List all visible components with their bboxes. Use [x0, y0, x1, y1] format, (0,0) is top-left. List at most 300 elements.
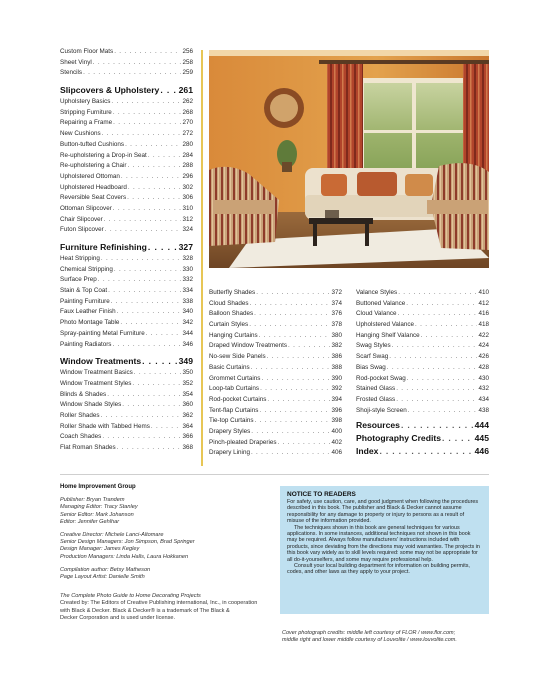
- leader-dots: [113, 118, 181, 129]
- toc-heading-label: Slipcovers & Upholstery: [60, 85, 160, 96]
- toc-entry: [60, 340, 193, 351]
- toc-entry-label: Stained Glass: [356, 385, 396, 393]
- leader-dots: [111, 97, 181, 108]
- toc-back-matter-entry: [356, 445, 489, 458]
- toc-entry-label: Stripping Furniture: [60, 108, 112, 116]
- toc-entry-page: 342: [182, 319, 193, 327]
- toc-column-2: [209, 288, 342, 459]
- toc-entry-label: Loop-tab Curtains: [209, 385, 260, 393]
- toc-entry-label: Futon Slipcover: [60, 226, 104, 234]
- toc-entry-label: Scarf Swag: [356, 353, 389, 361]
- toc-entry-page: 446: [474, 446, 489, 457]
- toc-entry: [60, 172, 193, 183]
- toc-entry-page: 398: [331, 417, 342, 425]
- leader-dots: [113, 204, 182, 215]
- toc-entry-page: 445: [474, 433, 489, 444]
- toc-entry-label: Upholstered Headboard: [60, 183, 127, 191]
- toc-entry-label: Index: [356, 446, 379, 457]
- toc-entry: [60, 318, 193, 329]
- leader-dots: [249, 320, 330, 331]
- leader-dots: [128, 183, 182, 194]
- leader-dots: [401, 419, 474, 432]
- toc-entry-label: Pinch-pleated Draperies: [209, 438, 277, 446]
- leader-dots: [278, 438, 331, 449]
- toc-entry-page: 310: [182, 204, 193, 212]
- toc-entry-label: Photo Montage Table: [60, 319, 120, 327]
- toc-sections: [60, 84, 193, 454]
- toc-entry-page: 400: [331, 427, 342, 435]
- toc-entry-page: 350: [182, 369, 193, 377]
- toc-heading-page: 261: [178, 85, 193, 96]
- toc-entry-label: New Cushions: [60, 130, 101, 138]
- toc-entry: [356, 352, 489, 363]
- living-room-photo: [209, 50, 489, 268]
- toc-entry-label: Roller Shade with Tabbed Hems: [60, 422, 150, 430]
- credit-line: Senior Design Managers: Jon Simpson, Brad Springer: [60, 539, 195, 546]
- notice-title: NOTICE TO READERS: [287, 491, 356, 498]
- cover-credits-line-1: Cover photograph credits: middle left courtesy of FLOR / www.flor.com;: [282, 630, 456, 636]
- toc-entry-page: 430: [478, 374, 489, 382]
- toc-entry-page: 328: [182, 255, 193, 262]
- toc-entry: [356, 309, 489, 320]
- toc-back-matter: [356, 419, 489, 458]
- toc-entry: [209, 427, 342, 438]
- toc-entry: [209, 320, 342, 331]
- notice-to-readers: [280, 486, 489, 614]
- toc-entry-label: Reversible Seat Covers: [60, 194, 127, 202]
- toc-entry-label: Window Shade Styles: [60, 401, 122, 409]
- toc-entry-page: 392: [331, 385, 342, 393]
- toc-heading-label: Window Treatments: [60, 356, 142, 367]
- toc-entry: [60, 68, 193, 79]
- toc-entry-label: No-sew Side Panels: [209, 353, 266, 361]
- toc-entry-page: 330: [182, 265, 193, 273]
- toc-entry-page: 438: [478, 406, 489, 414]
- toc-entry: [60, 215, 193, 226]
- toc-entry-label: Grommet Curtains: [209, 374, 261, 382]
- credit-line: Design Manager: James Kegley: [60, 546, 140, 553]
- toc-entry: [356, 331, 489, 342]
- toc-entry: [356, 363, 489, 374]
- toc-entry-page: 259: [182, 69, 193, 77]
- leader-dots: [101, 411, 182, 422]
- toc-entry-label: Tie-top Curtains: [209, 417, 254, 425]
- credit-line: with Black & Decker. Black & Decker® is a trademark of The Black &: [60, 607, 230, 614]
- toc-entry-page: 394: [331, 395, 342, 403]
- leader-dots: [255, 416, 331, 427]
- notice-paragraph-3: Consult your local building department for information on building permits, codes, and other laws as they apply to your project.: [287, 563, 470, 576]
- leader-dots: [267, 395, 330, 406]
- toc-entry: [209, 309, 342, 320]
- toc-entry-page: 434: [478, 395, 489, 403]
- toc-entry: [356, 299, 489, 310]
- toc-entry-page: 338: [182, 297, 193, 305]
- toc-entry: [209, 406, 342, 417]
- toc-entry-page: 332: [182, 276, 193, 284]
- toc-entry: [60, 422, 193, 433]
- credit-line: Editor: Jennifer Gehlhar: [60, 518, 120, 525]
- toc-section-heading: [60, 241, 193, 253]
- toc-entry: [60, 151, 193, 162]
- leader-dots: [396, 395, 477, 406]
- toc-entry-page: 418: [478, 321, 489, 329]
- leader-dots: [406, 299, 477, 310]
- leader-dots: [256, 288, 330, 299]
- leader-dots: [112, 340, 181, 351]
- toc-entry: [356, 395, 489, 406]
- toc-entry-page: 376: [331, 310, 342, 318]
- toc-entry: [60, 307, 193, 318]
- leader-dots: [251, 427, 330, 438]
- leader-dots: [148, 241, 178, 253]
- leader-dots: [104, 215, 182, 226]
- leader-dots: [114, 265, 182, 276]
- leader-dots: [407, 374, 478, 385]
- toc-entry-label: Butterfly Shades: [209, 289, 256, 296]
- leader-dots: [259, 331, 331, 342]
- toc-entry-label: Custom Floor Mats: [60, 48, 114, 55]
- toc-entry: [60, 140, 193, 151]
- toc-entry: [60, 97, 193, 108]
- toc-entry-page: 412: [478, 299, 489, 307]
- leader-dots: [132, 379, 181, 390]
- leader-dots: [121, 172, 182, 183]
- toc-entry-page: 272: [182, 130, 193, 138]
- leader-dots: [146, 329, 182, 340]
- toc-entry-page: 334: [182, 287, 193, 295]
- toc-entry-label: Upholstered Valance: [356, 321, 414, 329]
- toc-entry-page: 432: [478, 385, 489, 393]
- leader-dots: [254, 309, 330, 320]
- leader-dots: [134, 368, 182, 379]
- credit-line: Managing Editor: Tracy Stanley: [60, 504, 138, 511]
- toc-entry-label: Resources: [356, 420, 400, 431]
- leader-dots: [250, 299, 331, 310]
- toc-entry-page: 428: [478, 363, 489, 371]
- toc-entry: [60, 443, 193, 454]
- toc-entry-label: Stencils: [60, 69, 83, 77]
- toc-entry-label: Stain & Top Coat: [60, 287, 108, 295]
- divider-rule: [60, 474, 489, 475]
- toc-entry: [209, 438, 342, 449]
- toc-entry-page: 364: [182, 422, 193, 430]
- leader-dots: [408, 406, 478, 417]
- toc-entry: [60, 286, 193, 297]
- toc-entry-page: 268: [182, 108, 193, 116]
- leader-dots: [102, 129, 182, 140]
- credit-line: Decker Corporation and is used under license.: [60, 614, 176, 621]
- toc-entry: [209, 395, 342, 406]
- leader-dots: [387, 363, 478, 374]
- toc-entry-page: 366: [182, 433, 193, 441]
- toc-entry-page: 380: [331, 331, 342, 339]
- leader-dots: [442, 432, 474, 445]
- leader-dots: [260, 384, 330, 395]
- leader-dots: [114, 47, 181, 58]
- leader-dots: [398, 309, 478, 320]
- toc-entry-label: Roller Shades: [60, 411, 100, 419]
- toc-entry: [60, 161, 193, 172]
- toc-entry-label: Frosted Glass: [356, 395, 396, 403]
- toc-entry: [60, 379, 193, 390]
- toc-entry-page: 386: [331, 353, 342, 361]
- leader-dots: [120, 318, 181, 329]
- leader-dots: [142, 355, 178, 367]
- toc-entry-page: 362: [182, 411, 193, 419]
- credits-editorial: [60, 497, 270, 526]
- toc-entry-label: Valance Styles: [356, 289, 398, 296]
- toc-entry: [60, 297, 193, 308]
- toc-entry-page: 262: [182, 98, 193, 106]
- toc-entry-label: Coach Shades: [60, 433, 102, 441]
- toc-entry-page: 416: [478, 310, 489, 318]
- leader-dots: [160, 84, 177, 96]
- toc-entry-page: 374: [331, 299, 342, 307]
- toc-entry-page: 284: [182, 151, 193, 159]
- book-title: The Complete Photo Guide to Home Decorating Projects: [60, 593, 201, 600]
- toc-entry: [60, 368, 193, 379]
- toc-entry: [356, 406, 489, 417]
- toc-entry-label: Shoji-style Screen: [356, 406, 407, 414]
- credit-line: Created by: The Editors of Creative Publishing international, Inc., in cooperation: [60, 600, 258, 607]
- toc-entry-page: 340: [182, 308, 193, 316]
- toc-entry-page: 402: [331, 438, 342, 446]
- toc-entry-page: 270: [182, 119, 193, 127]
- toc-entry-page: 302: [182, 183, 193, 191]
- toc-entry-label: Re-upholstering a Drop-in Seat: [60, 151, 147, 159]
- toc-entry-label: Buttoned Valance: [356, 299, 406, 307]
- column-divider: [201, 50, 203, 466]
- toc-entry-page: 344: [182, 329, 193, 337]
- toc-entry-page: 372: [331, 289, 342, 296]
- toc-entry-page: 258: [182, 58, 193, 66]
- toc-entry-page: 256: [182, 48, 193, 55]
- toc-entry-page: 288: [182, 162, 193, 170]
- toc-entry: [60, 129, 193, 140]
- credits-title: Home Improvement Group: [60, 484, 136, 490]
- leader-dots: [108, 286, 181, 297]
- credit-line: Production Managers: Linda Halls, Laura Hokkanen: [60, 553, 189, 560]
- leader-dots: [101, 254, 182, 265]
- toc-entry-page: 280: [182, 140, 193, 148]
- toc-entry-label: Cloud Valance: [356, 310, 397, 318]
- toc-entry-label: Painting Furniture: [60, 297, 110, 305]
- toc-entry-page: 444: [474, 420, 489, 431]
- toc-entry-page: 368: [182, 444, 193, 451]
- toc-entry-label: Basic Curtains: [209, 363, 250, 371]
- leader-dots: [113, 108, 182, 119]
- leader-dots: [125, 140, 181, 151]
- toc-entry: [60, 411, 193, 422]
- toc-entry-label: Flat Roman Shades: [60, 444, 116, 451]
- toc-entry-label: Blinds & Shades: [60, 390, 107, 398]
- toc-entry: [209, 448, 342, 459]
- toc-entry-label: Balloon Shades: [209, 310, 254, 318]
- credit-line: Publisher: Bryan Trandem: [60, 497, 125, 504]
- leader-dots: [83, 68, 181, 79]
- toc-entry-label: Window Treatment Basics: [60, 369, 133, 377]
- toc-entry: [60, 329, 193, 340]
- toc-entry-page: 390: [331, 374, 342, 382]
- leader-dots: [151, 422, 182, 433]
- toc-entry-page: 424: [478, 342, 489, 350]
- toc-entry-label: Spray-painting Metal Furniture: [60, 329, 145, 337]
- toc-entry-page: 312: [182, 215, 193, 223]
- toc-entry-label: Sheet Vinyl: [60, 58, 92, 66]
- toc-list-2: [209, 288, 342, 459]
- toc-entry-label: Bias Swag: [356, 363, 386, 371]
- toc-entry-label: Photography Credits: [356, 433, 441, 444]
- toc-entry-page: 306: [182, 194, 193, 202]
- toc-entry: [209, 384, 342, 395]
- leader-dots: [117, 307, 182, 318]
- toc-entry-label: Swag Styles: [356, 342, 391, 350]
- toc-section-heading: [60, 355, 193, 367]
- toc-entry: [209, 341, 342, 352]
- leader-dots: [261, 374, 330, 385]
- toc-entry: [60, 58, 193, 69]
- leader-dots: [389, 352, 477, 363]
- leader-dots: [148, 151, 182, 162]
- toc-entry: [60, 118, 193, 129]
- toc-entry: [60, 204, 193, 215]
- toc-entry-label: Button-tufted Cushions: [60, 140, 125, 148]
- leader-dots: [102, 432, 181, 443]
- toc-entry-page: 360: [182, 401, 193, 409]
- toc-entry: [209, 331, 342, 342]
- notice-paragraph-1: For safety, use caution, care, and good judgment when following the procedures described in this book. The publisher and Black & Decker cannot assume responsibility for any damage to property or injury to persons as a result of misuse of the information provided.: [287, 499, 479, 525]
- toc-entry-label: Rod-pocket Curtains: [209, 395, 267, 403]
- toc-entry-label: Painting Radiators: [60, 340, 112, 348]
- leader-dots: [392, 341, 478, 352]
- toc-entry: [60, 265, 193, 276]
- leader-dots: [105, 225, 182, 236]
- toc-entry: [356, 288, 489, 299]
- toc-entry-label: Window Treatment Styles: [60, 379, 132, 387]
- toc-entry-page: 422: [478, 331, 489, 339]
- toc-entry-label: Curtain Styles: [209, 321, 249, 329]
- leader-dots: [251, 448, 331, 459]
- leader-dots: [98, 275, 182, 286]
- cover-photo-credits: [282, 630, 492, 645]
- toc-entry: [60, 108, 193, 119]
- toc-entry-page: 378: [331, 321, 342, 329]
- toc-back-matter-entry: [356, 419, 489, 432]
- leader-dots: [107, 390, 181, 401]
- toc-entry: [60, 254, 193, 265]
- toc-entry-label: Rod-pocket Swag: [356, 374, 406, 382]
- credit-line: Creative Director: Michele Lanci-Altomare: [60, 532, 164, 539]
- toc-entry-label: Upholstered Ottoman: [60, 172, 120, 180]
- toc-heading-page: 349: [178, 356, 193, 367]
- toc-entry: [209, 352, 342, 363]
- toc-entry: [356, 374, 489, 385]
- toc-entry-page: 346: [182, 340, 193, 348]
- toc-entry: [356, 341, 489, 352]
- leader-dots: [93, 58, 182, 69]
- toc-entry: [209, 288, 342, 299]
- toc-entry-label: Draped Window Treatments: [209, 342, 288, 350]
- credits-publisher: [60, 600, 270, 622]
- toc-entry: [356, 384, 489, 395]
- toc-entry: [209, 416, 342, 427]
- toc-entry-label: Drapery Lining: [209, 449, 250, 457]
- toc-heading-label: Furniture Refinishing: [60, 242, 147, 252]
- toc-entry-label: Cloud Shades: [209, 299, 249, 307]
- leader-dots: [288, 341, 330, 352]
- toc-entry-page: 354: [182, 390, 193, 398]
- toc-entry-page: 382: [331, 342, 342, 350]
- toc-entry: [60, 275, 193, 286]
- credit-line: Senior Editor: Mark Johanson: [60, 511, 134, 518]
- toc-column-1: [60, 47, 193, 454]
- toc-entry: [209, 374, 342, 385]
- toc-entry-page: 324: [182, 226, 193, 234]
- toc-entry-label: Faux Leather Finish: [60, 308, 116, 316]
- credits-authors: [60, 567, 270, 581]
- credit-line: Page Layout Artist: Danielle Smith: [60, 574, 145, 581]
- toc-entry-label: Surface Prep: [60, 276, 97, 284]
- toc-entry-page: 388: [331, 363, 342, 371]
- toc-entry: [60, 183, 193, 194]
- leader-dots: [396, 384, 477, 395]
- leader-dots: [251, 363, 331, 374]
- toc-heading-page: 327: [178, 242, 193, 252]
- leader-dots: [117, 443, 182, 454]
- leader-dots: [127, 193, 181, 204]
- toc-entry: [60, 400, 193, 411]
- toc-entry-label: Chemical Stripping: [60, 265, 113, 273]
- toc-entry-page: 296: [182, 172, 193, 180]
- toc-column-3: [356, 288, 489, 458]
- leader-dots: [421, 331, 478, 342]
- leader-dots: [415, 320, 477, 331]
- toc-entry-page: 406: [331, 449, 342, 457]
- leader-dots: [398, 288, 477, 299]
- toc-entry-label: Ottoman Slipcover: [60, 204, 112, 212]
- leader-dots: [259, 406, 330, 417]
- toc-entry: [60, 193, 193, 204]
- notice-paragraph-2: The techniques shown in this book are general techniques for various applications. In some instances, additional techniques not shown in this book may be required. Always follow manufacturers' instructions included with products, since deviating from the directions may void warranties. The projects in this book vary widely as to skill levels required: some may not be appropriate for all do-it-yourselfers, and some may require professional help.: [287, 524, 480, 563]
- toc-entry-label: Heat Stripping: [60, 255, 100, 262]
- toc-entry: [60, 390, 193, 401]
- toc-entry-label: Drapery Styles: [209, 427, 251, 435]
- toc-entry: [60, 47, 193, 58]
- credits-block: [60, 484, 270, 622]
- toc-entry-page: 396: [331, 406, 342, 414]
- leader-dots: [111, 297, 182, 308]
- toc-entry-label: Hanging Curtains: [209, 331, 258, 339]
- leader-dots: [379, 445, 473, 458]
- toc-entry: [60, 225, 193, 236]
- toc-entry-page: 352: [182, 379, 193, 387]
- toc-entry-label: Re-upholstering a Chair: [60, 162, 127, 170]
- toc-entry: [60, 432, 193, 443]
- leader-dots: [267, 352, 331, 363]
- toc-section-heading: [60, 84, 193, 96]
- toc-entry-page: 426: [478, 353, 489, 361]
- leader-dots: [128, 161, 182, 172]
- toc-list-3: [356, 288, 489, 416]
- toc-entry-label: Tent-flap Curtains: [209, 406, 259, 414]
- toc-entry: [209, 363, 342, 374]
- toc-entry-label: Chair Slipcover: [60, 215, 103, 223]
- toc-back-matter-entry: [356, 432, 489, 445]
- toc-entry-label: Repairing a Frame: [60, 119, 113, 127]
- toc-entry-label: Upholstery Basics: [60, 98, 111, 106]
- credit-line: Compilation author: Betsy Matheson: [60, 566, 151, 573]
- toc-entry: [209, 299, 342, 310]
